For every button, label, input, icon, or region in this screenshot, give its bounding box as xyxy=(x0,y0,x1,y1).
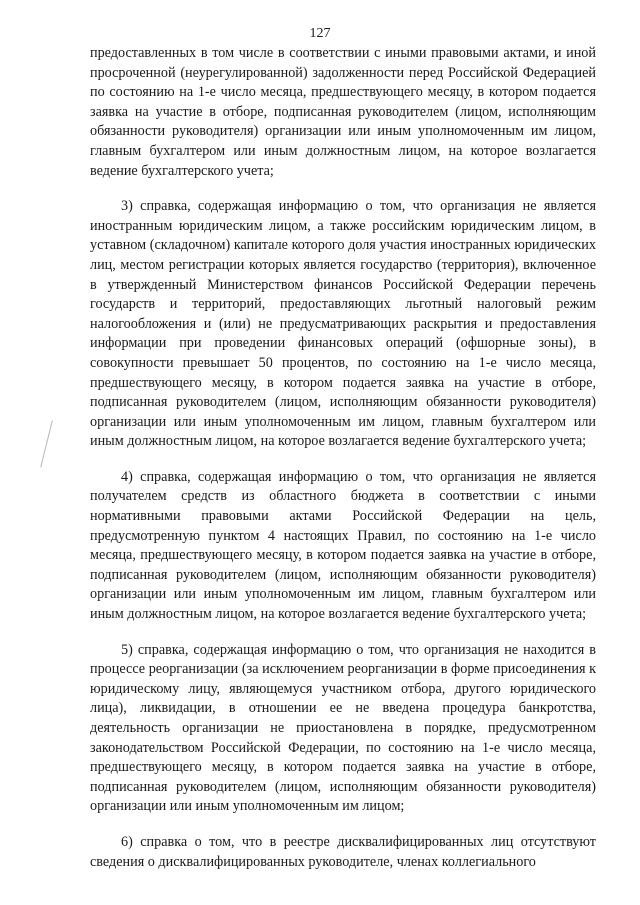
paragraph-item-6: 6) справка о том, что в реестре дисквалифицированных лиц отсутствуют сведения о дисквалифицированных руководителе, членах коллегиального xyxy=(90,833,596,870)
margin-pen-mark xyxy=(40,421,53,468)
paragraph-item-4: 4) справка, содержащая информацию о том, что организация не является получателем средств из областного бюджета в соответствии с иными нормативными правовыми актами Российской Федерации на цель, предусмотренную пунктом 4 настоящих Правил, по состоянию на 1-е число месяца, предшествующего месяцу, в котором подается заявка на участие в отборе, подписанная руководителем (лицом, исполняющим обязанности руководителя) организации или иным уполномоченным им лицом, главным бухгалтером или иным должностным лицом, на которое возлагается ведение бухгалтерского учета; xyxy=(90,468,596,623)
paragraph-continuation: предоставленных в том числе в соответствии с иными правовыми актами, и иной просроченной (неурегулированной) задолженности перед Российской Федерацией по состоянию на 1-е число месяца, предшествующего месяцу, в котором подается заявка на участие в отборе, подписанная руководителем (лицом, исполняющим обязанности руководителя) организации или иным уполномоченным им лицом, главным бухгалтером или иным должностным лицом, на которое возлагается ведение бухгалтерского учета; xyxy=(90,45,596,179)
page-number: 127 xyxy=(309,26,331,41)
paragraph-item-3: 3) справка, содержащая информацию о том, что организация не является иностранным юридическим лицом, а также российским юридическим лицом, в уставном (складочном) капитале которого доля участия иностранных юридических лиц, местом регистрации которых является государство (территория), включенное в утвержденный Министерством финансов Российской Федерации перечень государств и территорий, предоставляющих льготный налоговый режим налогообложения и (или) не предусматривающих раскрытия и предоставления информации при проведении финансовых операций (офшорные зоны), в совокупности превышает 50 процентов, по состоянию на 1-е число месяца, предшествующего месяцу, в котором подается заявка на участие в отборе, подписанная руководителем (лицом, исполняющим обязанности руководителя) организации или иным уполномоченным им лицом, главным бухгалтером или иным должностным лицом, на которое возлагается ведение бухгалтерского учета; xyxy=(90,198,596,450)
document-body xyxy=(90,44,596,888)
paragraph-item-5: 5) справка, содержащая информацию о том, что организация не находится в процессе реорганизации (за исключением реорганизации в форме присоединения к юридическому лицу, являющемуся участником отбора, другого юридического лица), ликвидации, в отношении ее не введена процедура банкротства, деятельность организации не приостановлена в порядке, предусмотренном законодательством Российской Федерации, по состоянию на 1-е число месяца, предшествующего месяцу, в котором подается заявка на участие в отборе, подписанная руководителем (лицом, исполняющим обязанности руководителя) организации или иным уполномоченным им лицом; xyxy=(90,641,596,815)
